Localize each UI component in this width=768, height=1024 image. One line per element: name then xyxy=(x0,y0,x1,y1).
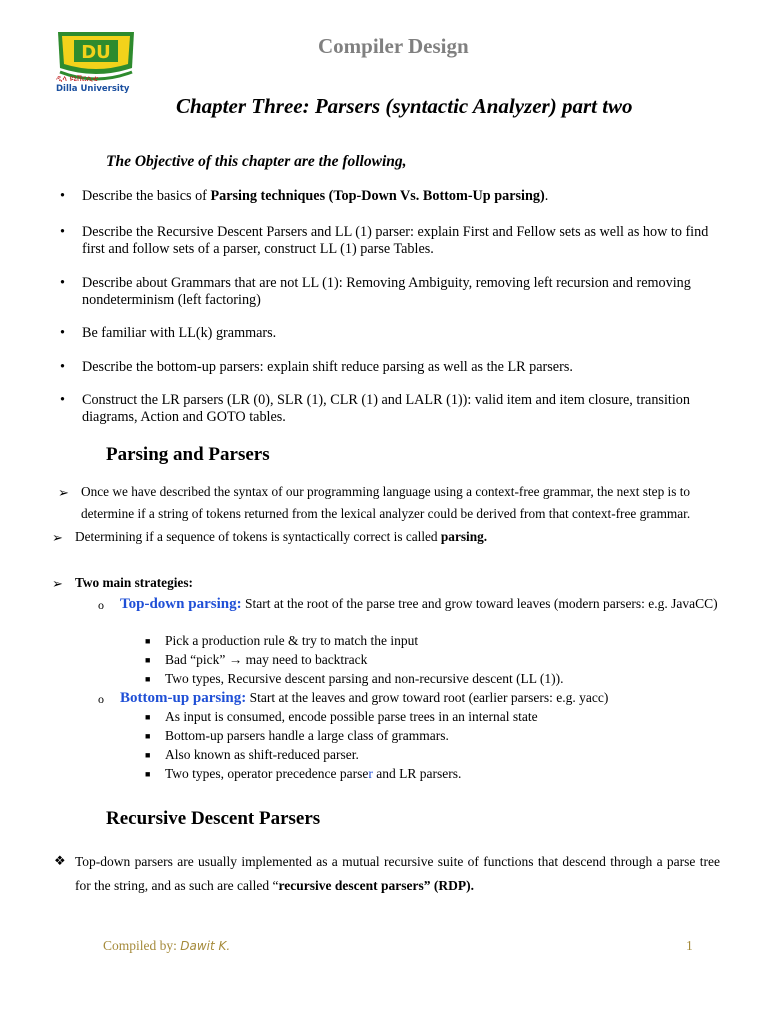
topdown-description: Top-down parsing: Start at the root of the parse tree and grow toward leaves (modern parsers: e.g. JavaCC) xyxy=(120,596,718,612)
objective-item: • Describe the bottom-up parsers: explain shift reduce parsing as well as the LR parsers. xyxy=(60,359,573,375)
circle-bullet-icon: o xyxy=(98,598,104,612)
objective-heading: The Objective of this chapter are the following, xyxy=(106,153,407,170)
topdown-item: Bad “pick” → may need to backtrack xyxy=(165,652,368,667)
strategies-label: Two main strategies: xyxy=(75,575,193,590)
bottomup-item: Two types, operator precedence parser and LR parsers. xyxy=(165,766,462,781)
square-bullet-icon: ■ xyxy=(145,731,151,741)
square-bullet-icon: ■ xyxy=(145,750,151,760)
logo-caption: Dilla University xyxy=(56,84,130,94)
bullet-dot-icon: • xyxy=(60,188,65,204)
objective-item: • Be familiar with LL(k) grammars. xyxy=(60,325,277,341)
arrow-bullet-icon: ➢ xyxy=(52,576,63,591)
svg-text:DU: DU xyxy=(81,42,111,63)
bullet-dot-icon: • xyxy=(60,359,65,375)
section-heading-rdp: Recursive Descent Parsers xyxy=(106,808,321,829)
page-number: 1 xyxy=(686,938,693,953)
objective-item: • Describe about Grammars that are not LL (1): Removing Ambiguity, removing left recursion and removing nondeterminism (left factoring) xyxy=(60,275,691,308)
section-heading-parsing: Parsing and Parsers xyxy=(106,444,270,465)
square-bullet-icon: ■ xyxy=(145,636,151,646)
logo-amharic-text: ዲላ ዩኒቨርሲቲ xyxy=(56,74,99,83)
bullet-dot-icon: • xyxy=(60,392,65,408)
square-bullet-icon: ■ xyxy=(145,674,151,684)
parsing-definition: Determining if a sequence of tokens is syntactically correct is called parsing. xyxy=(75,529,488,544)
bottomup-item: As input is consumed, encode possible parse trees in an internal state xyxy=(165,709,538,724)
diamond-bullet-icon: ❖ xyxy=(54,853,66,868)
objective-item: • Describe the basics of Parsing techniques (Top-Down Vs. Bottom-Up parsing). xyxy=(60,188,549,204)
bottomup-description: Bottom-up parsing: Start at the leaves and grow toward root (earlier parsers: e.g. yacc) xyxy=(120,690,609,706)
topdown-item: Pick a production rule & try to match the input xyxy=(165,633,419,648)
bullet-dot-icon: • xyxy=(60,275,65,291)
chapter-title: Chapter Three: Parsers (syntactic Analyzer) part two xyxy=(176,94,633,118)
bullet-dot-icon: • xyxy=(60,325,65,341)
university-logo xyxy=(52,28,140,96)
circle-bullet-icon: o xyxy=(98,692,104,706)
square-bullet-icon: ■ xyxy=(145,712,151,722)
footer-compiled-by: Compiled by: Dawit K. xyxy=(103,938,231,953)
objective-item: • Describe the Recursive Descent Parsers and LL (1) parser: explain First and Fellow sets as well as how to find first and follow sets of a parser, construct LL (1) parse Tables. xyxy=(60,224,709,257)
objective-item: • Construct the LR parsers (LR (0), SLR (1), CLR (1) and LALR (1)): valid item and item closure, transition diagrams, Action and GOTO tables. xyxy=(60,392,690,425)
square-bullet-icon: ■ xyxy=(145,769,151,779)
bullet-dot-icon: • xyxy=(60,224,65,240)
page-header-title: Compiler Design xyxy=(318,34,469,58)
arrow-bullet-icon: ➢ xyxy=(58,485,69,500)
topdown-item: Two types, Recursive descent parsing and non-recursive descent (LL (1)). xyxy=(165,671,564,686)
arrow-bullet-icon: ➢ xyxy=(52,530,63,545)
square-bullet-icon: ■ xyxy=(145,655,151,665)
bottomup-item: Bottom-up parsers handle a large class of grammars. xyxy=(165,728,449,743)
rdp-paragraph: Top-down parsers are usually implemented as a mutual recursive suite of functions that descend through a parse tree for the string, and as such are called “recursive descent parsers” (RDP). xyxy=(75,854,720,893)
parsing-paragraph: Once we have described the syntax of our programming language using a context-free grammar, the next step is to determine if a string of tokens returned from the lexical analyzer could be derived from that context-free grammar. xyxy=(81,484,691,521)
bottomup-item: Also known as shift-reduced parser. xyxy=(165,747,359,762)
